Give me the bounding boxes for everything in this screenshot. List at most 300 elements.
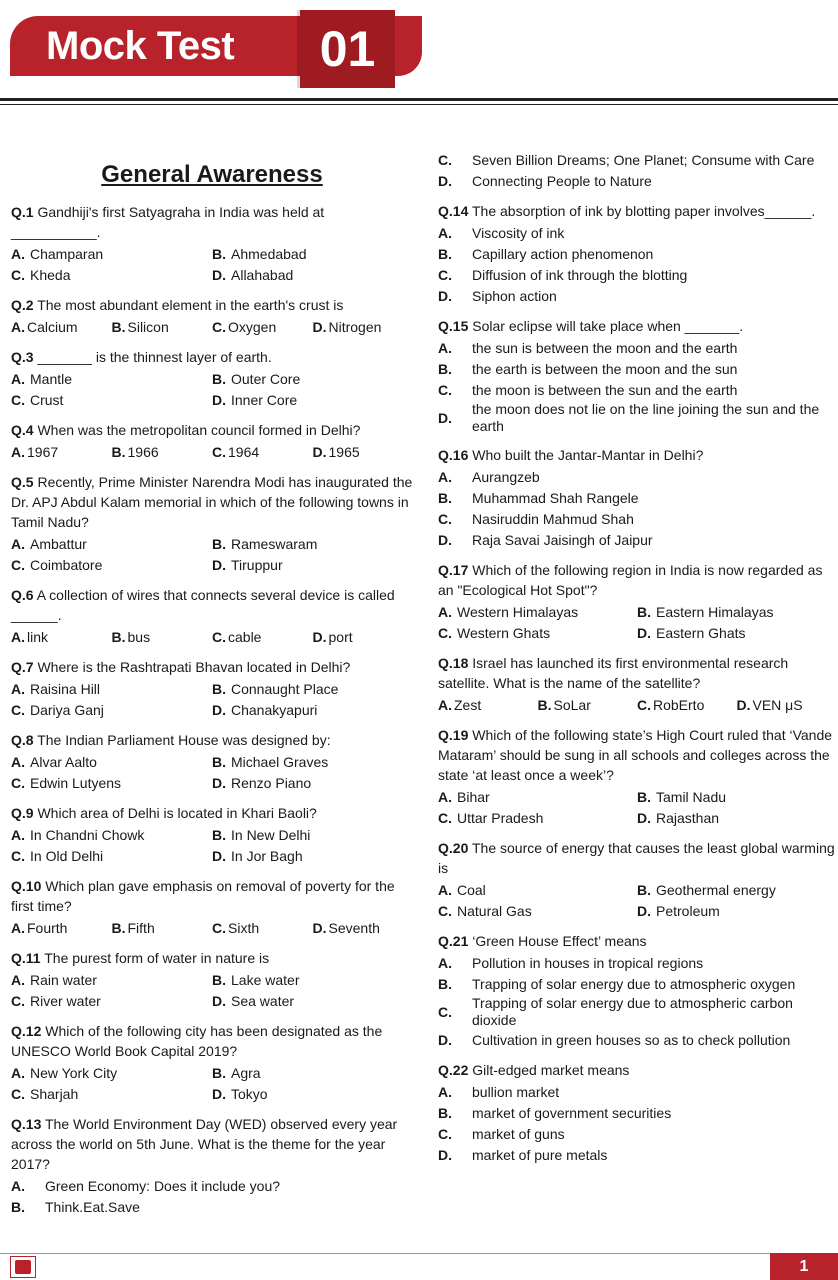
- answer-options: [11, 825, 413, 866]
- answer-option: [637, 880, 836, 900]
- answer-option: [212, 244, 413, 264]
- option-text: Raisina Hill: [30, 681, 101, 697]
- answer-options: [11, 244, 413, 285]
- answer-option: [11, 555, 212, 575]
- option-letter: D.: [212, 848, 226, 864]
- option-text: Nitrogen: [328, 319, 382, 335]
- answer-option: [438, 1030, 836, 1050]
- option-letter: A.: [438, 955, 452, 971]
- answer-option: [212, 773, 413, 793]
- option-letter: D.: [312, 920, 327, 936]
- option-letter: C.: [11, 557, 25, 573]
- question-text: [11, 730, 413, 750]
- answer-options: [11, 970, 413, 1011]
- option-letter: A.: [438, 340, 452, 356]
- option-letter: C.: [438, 152, 452, 168]
- option-letter: B.: [537, 697, 552, 713]
- option-letter: A.: [438, 789, 452, 805]
- answer-options: [11, 918, 413, 938]
- section-title: General Awareness: [101, 161, 323, 188]
- question-number: Q.10: [11, 878, 42, 894]
- option-text: River water: [30, 993, 101, 1009]
- question-number: Q.20: [438, 840, 469, 856]
- question-text: [11, 657, 413, 677]
- question-text: [11, 948, 413, 968]
- option-letter: C.: [212, 920, 226, 936]
- question-text: [438, 1060, 836, 1080]
- answer-options: [11, 442, 413, 462]
- option-text: In Old Delhi: [30, 848, 104, 864]
- option-letter: C.: [438, 382, 452, 398]
- option-letter: D.: [637, 810, 651, 826]
- option-letter: A.: [11, 754, 25, 770]
- option-letter: C.: [438, 267, 452, 283]
- option-text: Rameswaram: [231, 536, 318, 552]
- option-letter: B.: [438, 361, 452, 377]
- option-text: port: [328, 629, 353, 645]
- option-text: Fourth: [27, 920, 68, 936]
- answer-option: [438, 1145, 836, 1165]
- option-text: Agra: [231, 1065, 261, 1081]
- option-text: Fifth: [127, 920, 155, 936]
- option-letter: B.: [438, 976, 452, 992]
- question-block: [438, 150, 836, 191]
- answer-option: [313, 317, 414, 337]
- option-letter: B.: [212, 681, 226, 697]
- option-text: Kheda: [30, 267, 71, 283]
- option-letter: A.: [438, 697, 452, 713]
- answer-option: [212, 390, 413, 410]
- option-text: Uttar Pradesh: [457, 810, 544, 826]
- option-text: Eastern Ghats: [656, 625, 746, 641]
- answer-option: [212, 627, 313, 647]
- answer-option: [538, 695, 638, 715]
- question-number: Q.6: [11, 587, 34, 603]
- answer-option: [438, 338, 836, 358]
- option-text: Muhammad Shah Rangele: [472, 490, 639, 506]
- option-text: Chanakyapuri: [231, 702, 318, 718]
- option-letter: C.: [11, 775, 25, 791]
- option-text: Western Ghats: [457, 625, 551, 641]
- answer-option: [438, 530, 836, 550]
- answer-option: [313, 442, 414, 462]
- option-text: link: [27, 629, 49, 645]
- question-block: [438, 1060, 836, 1165]
- answer-option: [313, 627, 414, 647]
- option-text: market of pure metals: [472, 1147, 608, 1163]
- question-block: [438, 725, 836, 828]
- option-letter: D.: [312, 319, 327, 335]
- question-text: [11, 202, 413, 242]
- question-stem: _______ is the thinnest layer of earth.: [37, 349, 272, 365]
- option-letter: D.: [637, 903, 651, 919]
- answer-option: [438, 244, 836, 264]
- option-letter: B.: [212, 371, 226, 387]
- answer-option: [11, 846, 212, 866]
- option-text: Calcium: [27, 319, 78, 335]
- question-block: [11, 472, 413, 575]
- question-text: [438, 838, 836, 878]
- option-letter: B.: [212, 827, 226, 843]
- answer-options: [438, 602, 836, 643]
- answer-option: [11, 970, 212, 990]
- option-text: Green Economy: Does it include you?: [45, 1178, 281, 1194]
- option-text: RobErto: [653, 697, 705, 713]
- option-text: Siphon action: [472, 288, 557, 304]
- option-letter: A.: [11, 371, 25, 387]
- answer-option: [212, 846, 413, 866]
- answer-option: [212, 265, 413, 285]
- question-text: [438, 653, 836, 693]
- option-letter: D.: [438, 532, 452, 548]
- question-block: [11, 876, 413, 938]
- question-stem: Who built the Jantar-Mantar in Delhi?: [472, 447, 704, 463]
- option-text: Trapping of solar energy due to atmospheric carbon dioxide: [472, 995, 793, 1028]
- answer-option: [212, 752, 413, 772]
- option-letter: C.: [637, 697, 651, 713]
- option-letter: D.: [637, 625, 651, 641]
- option-text: SoLar: [553, 697, 591, 713]
- answer-option: [438, 286, 836, 306]
- option-letter: D.: [736, 697, 751, 713]
- question-number: Q.11: [11, 950, 41, 966]
- question-stem: A collection of wires that connects several device is called ______.: [11, 587, 395, 623]
- option-letter: A.: [438, 882, 452, 898]
- answer-option: [212, 442, 313, 462]
- option-letter: B.: [637, 789, 651, 805]
- option-text: Nasiruddin Mahmud Shah: [472, 511, 634, 527]
- answer-option: [212, 555, 413, 575]
- answer-option: [438, 380, 836, 400]
- option-letter: C.: [438, 903, 452, 919]
- option-text: market of government securities: [472, 1105, 672, 1121]
- option-text: New York City: [30, 1065, 118, 1081]
- option-letter: A.: [11, 972, 25, 988]
- option-letter: C.: [11, 267, 25, 283]
- option-text: Eastern Himalayas: [656, 604, 774, 620]
- option-letter: A.: [11, 827, 25, 843]
- option-text: Renzo Piano: [231, 775, 312, 791]
- option-text: 1964: [228, 444, 260, 460]
- question-block: [11, 1114, 413, 1217]
- answer-option: [11, 991, 212, 1011]
- left-column: [11, 160, 413, 1227]
- option-text: Connecting People to Nature: [472, 173, 652, 189]
- answer-option: [11, 700, 212, 720]
- option-text: In Jor Bagh: [231, 848, 303, 864]
- answer-option: [212, 1084, 413, 1104]
- answer-options: [11, 369, 413, 410]
- answer-option: [11, 1084, 212, 1104]
- question-text: [438, 560, 836, 600]
- question-number: Q.2: [11, 297, 34, 313]
- option-letter: B.: [438, 490, 452, 506]
- question-text: [11, 347, 413, 367]
- option-letter: D.: [212, 267, 226, 283]
- option-text: Alvar Aalto: [30, 754, 97, 770]
- answer-option: [11, 752, 212, 772]
- option-text: Allahabad: [231, 267, 294, 283]
- answer-option: [637, 787, 836, 807]
- option-text: Think.Eat.Save: [45, 1199, 140, 1215]
- answer-option: [11, 265, 212, 285]
- option-letter: D.: [212, 1086, 226, 1102]
- option-text: Trapping of solar energy due to atmospheric oxygen: [472, 976, 796, 992]
- answer-option: [637, 695, 737, 715]
- answer-option: [212, 369, 413, 389]
- option-text: Pollution in houses in tropical regions: [472, 955, 704, 971]
- option-text: Oxygen: [228, 319, 277, 335]
- option-text: the moon is between the sun and the earth: [472, 382, 738, 398]
- option-text: 1966: [127, 444, 159, 460]
- answer-option: [438, 695, 538, 715]
- question-block: [11, 202, 413, 285]
- option-text: Zest: [454, 697, 482, 713]
- option-text: Tiruppur: [231, 557, 283, 573]
- option-text: Crust: [30, 392, 64, 408]
- question-stem: Which area of Delhi is located in Khari Baoli?: [37, 805, 317, 821]
- question-stem: Which plan gave emphasis on removal of poverty for the first time?: [11, 878, 395, 914]
- option-text: 1965: [328, 444, 360, 460]
- option-text: Geothermal energy: [656, 882, 776, 898]
- answer-option: [438, 265, 836, 285]
- option-letter: B.: [111, 444, 126, 460]
- answer-option: [438, 974, 836, 994]
- option-letter: D.: [212, 702, 226, 718]
- option-text: the sun is between the moon and the earth: [472, 340, 738, 356]
- question-number: Q.3: [11, 349, 34, 365]
- option-letter: B.: [111, 920, 126, 936]
- option-text: Outer Core: [231, 371, 301, 387]
- option-letter: C.: [11, 702, 25, 718]
- option-text: Michael Graves: [231, 754, 329, 770]
- question-number: Q.8: [11, 732, 34, 748]
- question-block: [438, 316, 836, 435]
- option-text: market of guns: [472, 1126, 565, 1142]
- option-text: Western Himalayas: [457, 604, 579, 620]
- question-stem: The Indian Parliament House was designed by:: [37, 732, 331, 748]
- answer-option: [438, 1082, 836, 1102]
- option-letter: A.: [438, 225, 452, 241]
- option-text: Bihar: [457, 789, 490, 805]
- answer-option: [313, 918, 414, 938]
- option-letter: C.: [438, 511, 452, 527]
- option-text: Cultivation in green houses so as to check pollution: [472, 1032, 791, 1048]
- left-question-list: [11, 202, 413, 1217]
- answer-options: [438, 787, 836, 828]
- question-text: [438, 316, 836, 336]
- answer-option: [637, 808, 836, 828]
- question-number: Q.14: [438, 203, 469, 219]
- question-stem: The most abundant element in the earth's crust is: [37, 297, 344, 313]
- option-text: Seventh: [328, 920, 380, 936]
- question-text: [11, 1114, 413, 1174]
- answer-option: [438, 995, 836, 1029]
- question-stem: When was the metropolitan council formed in Delhi?: [37, 422, 361, 438]
- question-number: Q.21: [438, 933, 469, 949]
- option-letter: C.: [438, 1003, 452, 1020]
- option-text: Diffusion of ink through the blotting: [472, 267, 688, 283]
- option-text: Dariya Ganj: [30, 702, 104, 718]
- question-block: [438, 560, 836, 643]
- question-stem: Gandhiji's first Satyagraha in India was held at ___________.: [11, 204, 325, 240]
- answer-option: [11, 679, 212, 699]
- option-letter: D.: [438, 1147, 452, 1163]
- question-block: [11, 803, 413, 866]
- answer-options: [438, 338, 836, 435]
- answer-option: [737, 695, 837, 715]
- option-letter: A.: [11, 246, 25, 262]
- answer-options: [438, 1082, 836, 1165]
- answer-option: [637, 901, 836, 921]
- answer-option: [438, 223, 836, 243]
- option-letter: D.: [438, 173, 452, 189]
- question-number: Q.4: [11, 422, 34, 438]
- option-letter: C.: [212, 444, 226, 460]
- answer-option: [112, 918, 213, 938]
- footer-rule: [0, 1253, 770, 1254]
- answer-option: [112, 627, 213, 647]
- question-stem: Which of the following city has been designated as the UNESCO World Book Capital 2019?: [11, 1023, 383, 1059]
- option-text: Seven Billion Dreams; One Planet; Consume with Care: [472, 152, 815, 168]
- option-letter: B.: [438, 246, 452, 262]
- question-stem: ‘Green House Effect’ means: [472, 933, 647, 949]
- question-block: [438, 445, 836, 550]
- answer-options: [11, 627, 413, 647]
- answer-options: [438, 467, 836, 550]
- header-rule-thin: [0, 104, 838, 105]
- answer-option: [438, 359, 836, 379]
- option-letter: B.: [438, 1105, 452, 1121]
- answer-options: [11, 317, 413, 337]
- answer-options: [438, 880, 836, 921]
- question-number: Q.7: [11, 659, 34, 675]
- question-number: Q.15: [438, 318, 469, 334]
- option-text: Edwin Lutyens: [30, 775, 122, 791]
- option-letter: C.: [11, 993, 25, 1009]
- answer-options: [438, 150, 836, 191]
- question-stem: Which of the following region in India is now regarded as an "Ecological Hot Spot"?: [438, 562, 823, 598]
- option-text: Aurangzeb: [472, 469, 540, 485]
- option-text: Lake water: [231, 972, 300, 988]
- option-letter: A.: [11, 444, 25, 460]
- answer-option: [212, 1063, 413, 1083]
- answer-option: [438, 509, 836, 529]
- question-stem: The World Environment Day (WED) observed every year across the world on 5th June. What is the theme for the year 2017?: [11, 1116, 398, 1172]
- question-stem: Where is the Rashtrapati Bhavan located in Delhi?: [37, 659, 351, 675]
- option-letter: B.: [11, 1199, 25, 1215]
- option-letter: C.: [212, 319, 226, 335]
- question-stem: The source of energy that causes the least global warming is: [438, 840, 835, 876]
- answer-options: [11, 752, 413, 793]
- option-text: Ambattur: [30, 536, 87, 552]
- question-number: Q.22: [438, 1062, 469, 1078]
- answer-option: [11, 773, 212, 793]
- question-text: [438, 931, 836, 951]
- question-block: [438, 201, 836, 306]
- answer-option: [11, 390, 212, 410]
- option-text: VEN μS: [752, 697, 803, 713]
- option-letter: D.: [212, 775, 226, 791]
- answer-options: [11, 1176, 413, 1217]
- option-letter: B.: [111, 319, 126, 335]
- option-text: Sixth: [228, 920, 260, 936]
- answer-option: [438, 808, 637, 828]
- option-text: bullion market: [472, 1084, 560, 1100]
- answer-option: [212, 991, 413, 1011]
- answer-option: [11, 1176, 413, 1196]
- answer-options: [438, 223, 836, 306]
- answer-option: [438, 901, 637, 921]
- page-number: 1: [770, 1253, 838, 1280]
- answer-option: [11, 442, 112, 462]
- option-text: Inner Core: [231, 392, 298, 408]
- option-text: Tokyo: [231, 1086, 268, 1102]
- question-block: [11, 347, 413, 410]
- option-text: Raja Savai Jaisingh of Jaipur: [472, 532, 653, 548]
- option-text: Natural Gas: [457, 903, 532, 919]
- answer-option: [11, 627, 112, 647]
- question-stem: Israel has launched its first environmental research satellite. What is the name of the satellite?: [438, 655, 789, 691]
- option-text: Sharjah: [30, 1086, 79, 1102]
- answer-option: [11, 918, 112, 938]
- option-letter: A.: [11, 681, 25, 697]
- answer-option: [438, 401, 836, 435]
- test-number: 01: [319, 21, 376, 77]
- question-text: [438, 725, 836, 785]
- question-block: [11, 657, 413, 720]
- option-text: In Chandni Chowk: [30, 827, 145, 843]
- option-letter: A.: [11, 629, 25, 645]
- answer-option: [438, 880, 637, 900]
- question-stem: Solar eclipse will take place when _______.: [472, 318, 744, 334]
- option-letter: A.: [11, 319, 25, 335]
- answer-options: [11, 679, 413, 720]
- header-rule: [0, 98, 838, 101]
- question-block: [11, 1021, 413, 1104]
- question-text: [11, 472, 413, 532]
- question-text: [11, 585, 413, 625]
- question-text: [11, 803, 413, 823]
- answer-option: [438, 171, 836, 191]
- question-number: Q.12: [11, 1023, 42, 1039]
- option-text: Champaran: [30, 246, 104, 262]
- option-text: Mantle: [30, 371, 73, 387]
- answer-option: [438, 150, 836, 170]
- answer-option: [11, 534, 212, 554]
- answer-option: [212, 679, 413, 699]
- option-letter: D.: [212, 993, 226, 1009]
- answer-option: [212, 918, 313, 938]
- question-block: [438, 931, 836, 1050]
- answer-option: [212, 700, 413, 720]
- header-banner: [10, 10, 422, 78]
- option-letter: C.: [11, 1086, 25, 1102]
- question-number: Q.13: [11, 1116, 42, 1132]
- answer-option: [438, 467, 836, 487]
- option-text: the earth is between the moon and the sun: [472, 361, 738, 377]
- option-text: Viscosity of ink: [472, 225, 565, 241]
- question-number: Q.16: [438, 447, 469, 463]
- answer-options: [11, 534, 413, 575]
- option-letter: D.: [312, 444, 327, 460]
- answer-option: [438, 1124, 836, 1144]
- question-stem: The absorption of ink by blotting paper involves______.: [472, 203, 816, 219]
- answer-option: [438, 787, 637, 807]
- option-text: Ahmedabad: [231, 246, 307, 262]
- option-text: In New Delhi: [231, 827, 311, 843]
- question-number: Q.1: [11, 204, 34, 220]
